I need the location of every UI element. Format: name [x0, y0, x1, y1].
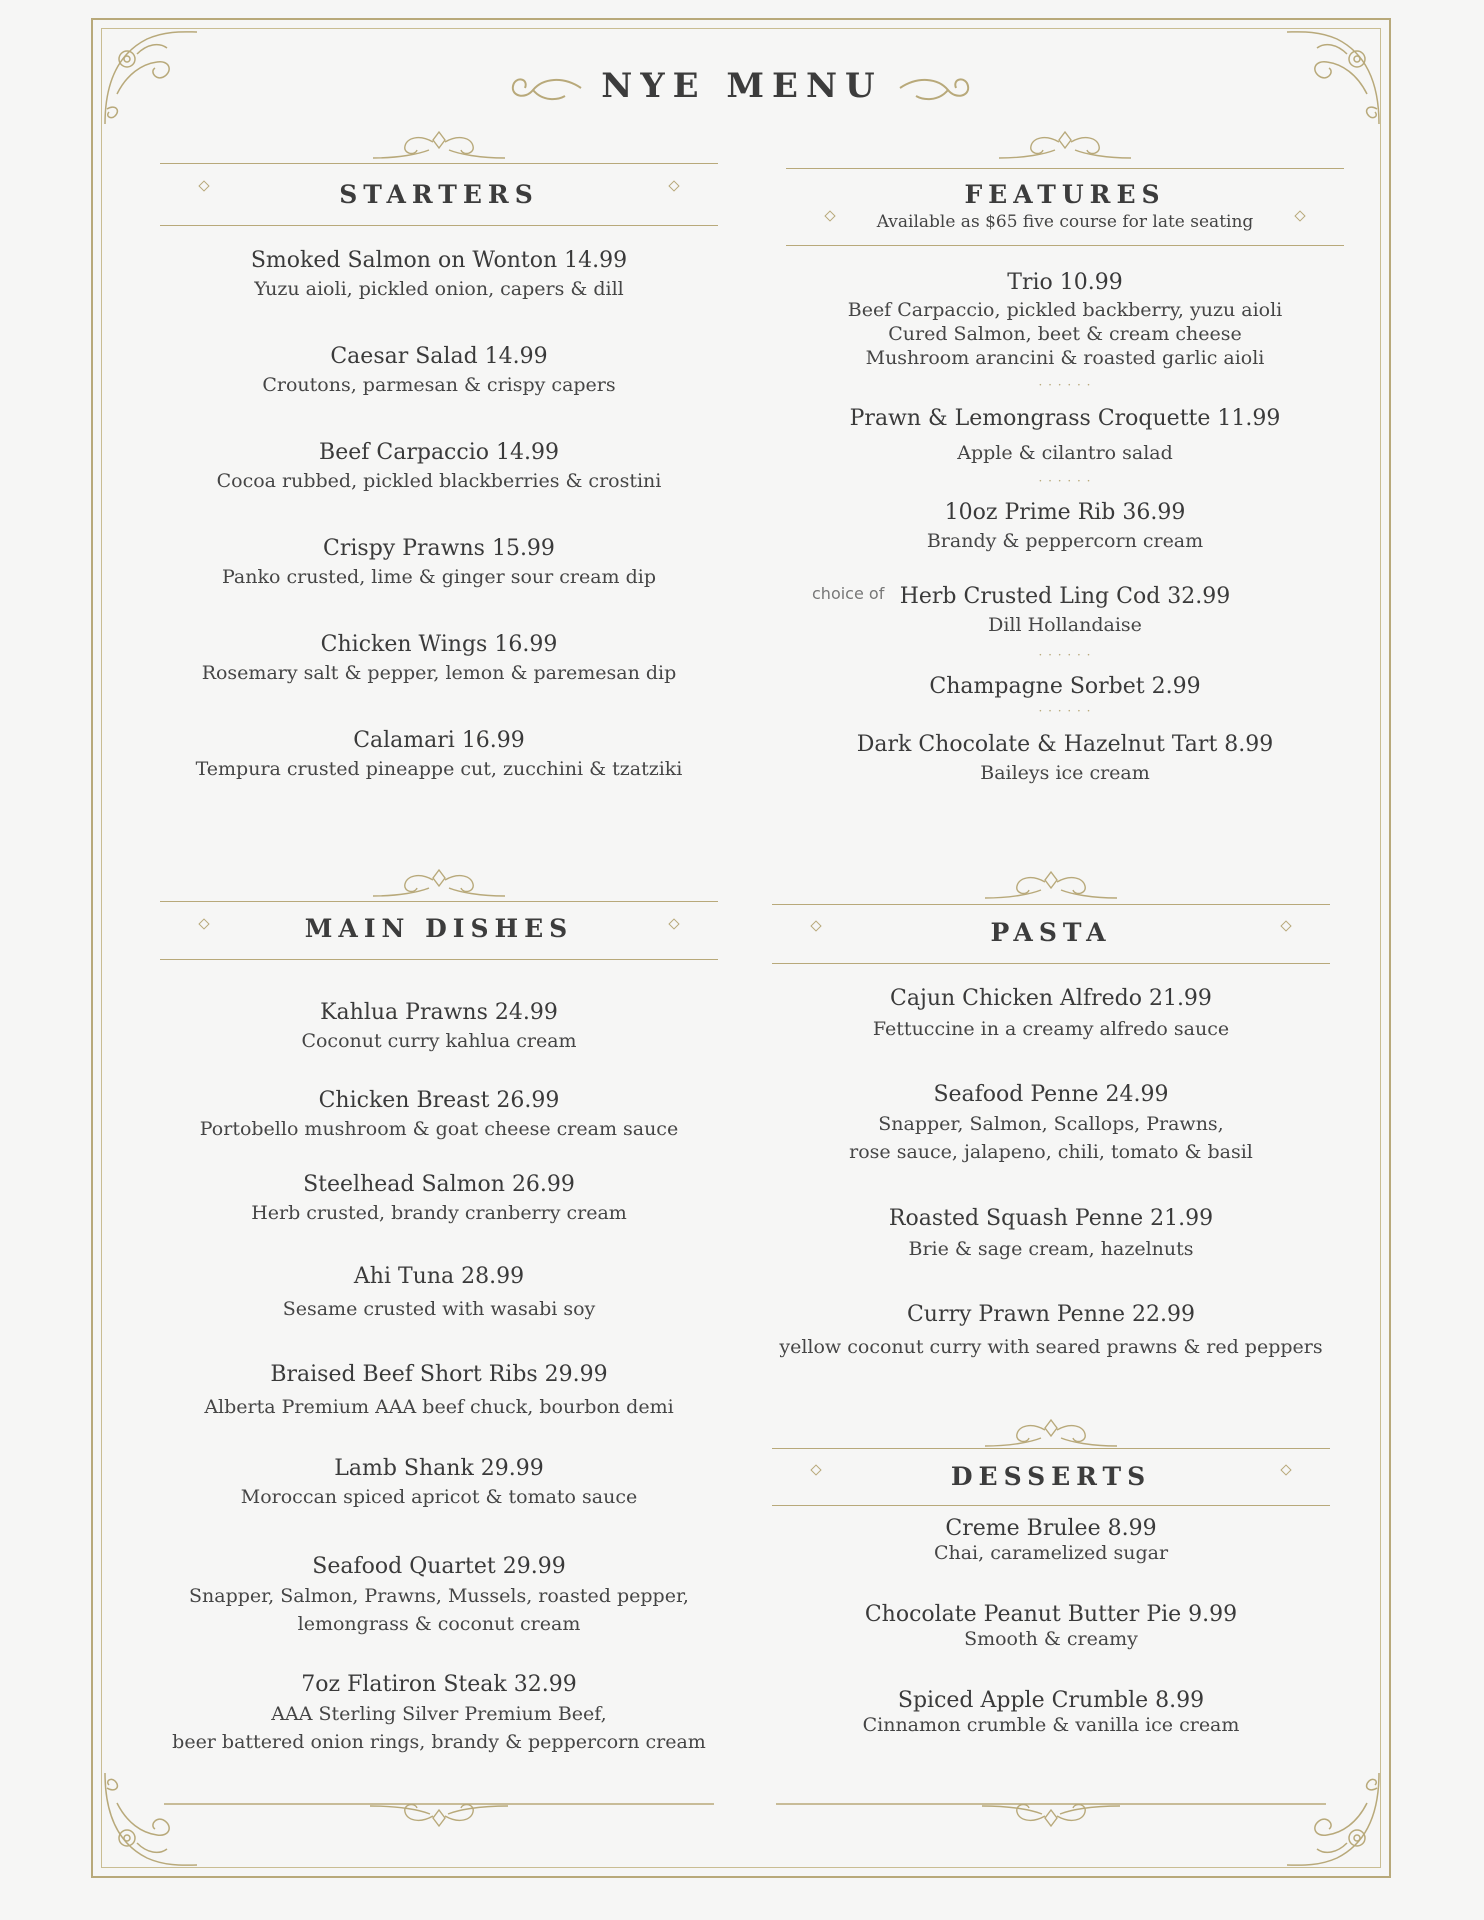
item-description: Herb crusted, brandy cranberry cream	[251, 1202, 627, 1224]
item-name: Kahlua Prawns 24.99	[320, 1000, 558, 1025]
section-title: DESSERTS	[950, 1462, 1152, 1491]
ornament-icon	[981, 1416, 1121, 1450]
menu-item	[772, 1300, 1330, 1360]
item-description: Alberta Premium AAA beef chuck, bourbon demi	[204, 1396, 674, 1418]
item-name: Braised Beef Short Ribs 29.99	[270, 1362, 608, 1387]
menu-item	[786, 404, 1344, 466]
item-description: Croutons, parmesan & crispy capers	[262, 374, 616, 396]
item-name: Lamb Shank 29.99	[334, 1456, 544, 1481]
item-description: Yuzu aioli, pickled onion, capers & dill	[254, 278, 624, 300]
item-name: Calamari 16.99	[353, 728, 525, 753]
menu-item	[160, 1670, 718, 1756]
features-section	[786, 128, 1344, 786]
starters-section	[160, 128, 718, 822]
menu-item	[160, 998, 718, 1086]
swirl-icon	[898, 68, 978, 108]
ornament-icon	[369, 128, 509, 162]
item-name: Roasted Squash Penne 21.99	[888, 1206, 1214, 1231]
item-name: Creme Brulee 8.99	[945, 1516, 1157, 1541]
item-description: lemongrass & coconut cream	[297, 1613, 581, 1635]
menu-item	[772, 1516, 1330, 1602]
item-name: Dark Chocolate & Hazelnut Tart 8.99	[856, 732, 1274, 757]
item-description: Mushroom arancini & roasted garlic aioli	[865, 347, 1265, 369]
menu-item	[772, 1602, 1330, 1688]
main-dishes-section	[160, 866, 718, 1756]
item-name: Seafood Quartet 29.99	[312, 1554, 566, 1579]
section-header	[160, 866, 718, 960]
item-description: Brie & sage cream, hazelnuts	[908, 1238, 1194, 1260]
menu-item	[786, 672, 1344, 702]
menu-item	[160, 534, 718, 630]
dotted-separator: · · · · · ·	[1038, 704, 1092, 718]
item-name: Chicken Wings 16.99	[320, 632, 558, 657]
menu-item	[160, 342, 718, 438]
item-description: Fettuccine in a creamy alfredo sauce	[872, 1018, 1230, 1040]
item-description: yellow coconut curry with seared prawns & red peppers	[779, 1336, 1323, 1358]
item-description: Chai, caramelized sugar	[933, 1542, 1169, 1564]
section-title: MAIN DISHES	[304, 914, 574, 943]
menu-item	[160, 1262, 718, 1360]
menu-item	[160, 1170, 718, 1262]
item-name: Spiced Apple Crumble 8.99	[897, 1688, 1205, 1713]
item-name: 7oz Flatiron Steak 32.99	[301, 1672, 577, 1697]
item-name: Caesar Salad 14.99	[330, 344, 548, 369]
bottom-ornament-icon	[772, 1798, 1330, 1834]
item-name: Crispy Prawns 15.99	[323, 536, 555, 561]
item-description: Moroccan spiced apricot & tomato sauce	[240, 1486, 638, 1508]
item-name: Champagne Sorbet 2.99	[929, 674, 1201, 699]
section-subtitle: Available as $65 five course for late seating	[876, 212, 1254, 232]
item-description: Panko crusted, lime & ginger sour cream dip	[221, 566, 657, 588]
item-description: Dill Hollandaise	[988, 614, 1142, 636]
dotted-separator: · · · · · ·	[1038, 378, 1092, 392]
item-description: Snapper, Salmon, Scallops, Prawns,	[878, 1113, 1224, 1135]
choice-of-label: choice of	[812, 584, 885, 603]
item-description: Tempura crusted pineappe cut, zucchini & tzatziki	[195, 758, 683, 780]
menu-item	[772, 984, 1330, 1080]
item-name: Trio 10.99	[1007, 270, 1123, 295]
bottom-ornament-icon	[160, 1798, 718, 1834]
ornament-icon	[369, 866, 509, 900]
dotted-separator: · · · · · ·	[1038, 474, 1092, 488]
item-description: Brandy & peppercorn cream	[926, 530, 1204, 552]
section-header	[786, 128, 1344, 246]
section-header	[772, 868, 1330, 964]
menu-item	[160, 246, 718, 342]
section-title: STARTERS	[339, 180, 539, 209]
menu-item	[160, 726, 718, 822]
item-name: Ahi Tuna 28.99	[353, 1264, 525, 1289]
menu-item	[772, 1688, 1330, 1736]
menu-item	[786, 730, 1344, 786]
item-description: Apple & cilantro salad	[957, 442, 1173, 464]
menu-item	[160, 1552, 718, 1670]
item-name: Seafood Penne 24.99	[933, 1082, 1169, 1107]
item-description: Coconut curry kahlua cream	[301, 1030, 577, 1052]
section-header	[772, 1416, 1330, 1506]
menu-item	[772, 1080, 1330, 1204]
item-description: Portobello mushroom & goat cheese cream sauce	[199, 1118, 679, 1140]
item-description: Baileys ice cream	[980, 762, 1150, 784]
section-title: FEATURES	[964, 180, 1166, 209]
ornament-icon	[995, 128, 1135, 162]
pasta-section	[772, 868, 1330, 1360]
item-description: Cured Salmon, beet & cream cheese	[888, 323, 1242, 345]
ornament-icon	[981, 868, 1121, 902]
menu-item	[160, 630, 718, 726]
menu-item	[160, 1360, 718, 1454]
item-description: Beef Carpaccio, pickled backberry, yuzu aioli	[847, 299, 1283, 321]
item-name: Curry Prawn Penne 22.99	[906, 1302, 1196, 1327]
item-description: rose sauce, jalapeno, chili, tomato & basil	[849, 1141, 1253, 1163]
item-description: Cocoa rubbed, pickled blackberries & crostini	[216, 470, 662, 492]
menu-item	[772, 1204, 1330, 1300]
item-description: Snapper, Salmon, Prawns, Mussels, roasted pepper,	[189, 1585, 689, 1607]
section-title: PASTA	[990, 918, 1112, 947]
menu-item	[786, 498, 1344, 554]
item-name: Chicken Breast 26.99	[318, 1088, 560, 1113]
item-description: Cinnamon crumble & vanilla ice cream	[862, 1714, 1240, 1736]
item-name: 10oz Prime Rib 36.99	[944, 500, 1186, 525]
item-name: Herb Crusted Ling Cod 32.99	[899, 584, 1231, 609]
item-description: beer battered onion rings, brandy & peppercorn cream	[172, 1731, 706, 1753]
item-name: Chocolate Peanut Butter Pie 9.99	[864, 1602, 1238, 1627]
item-name: Smoked Salmon on Wonton 14.99	[250, 248, 628, 273]
dotted-separator: · · · · · ·	[1038, 648, 1092, 662]
menu-item	[160, 438, 718, 534]
item-name: Steelhead Salmon 26.99	[303, 1172, 575, 1197]
menu-item	[160, 1086, 718, 1170]
menu-item	[160, 1454, 718, 1552]
section-header	[160, 128, 718, 226]
item-name: Beef Carpaccio 14.99	[319, 440, 559, 465]
desserts-section	[772, 1416, 1330, 1736]
item-description: AAA Sterling Silver Premium Beef,	[271, 1703, 607, 1725]
item-name: Prawn & Lemongrass Croquette 11.99	[849, 406, 1281, 431]
item-description: Rosemary salt & pepper, lemon & paremesan dip	[201, 662, 677, 684]
item-description: Sesame crusted with wasabi soy	[282, 1298, 596, 1320]
item-description: Smooth & creamy	[964, 1628, 1138, 1650]
page-title: NYE MENU	[601, 66, 883, 106]
item-name: Cajun Chicken Alfredo 21.99	[890, 986, 1212, 1011]
menu-item	[786, 268, 1344, 370]
